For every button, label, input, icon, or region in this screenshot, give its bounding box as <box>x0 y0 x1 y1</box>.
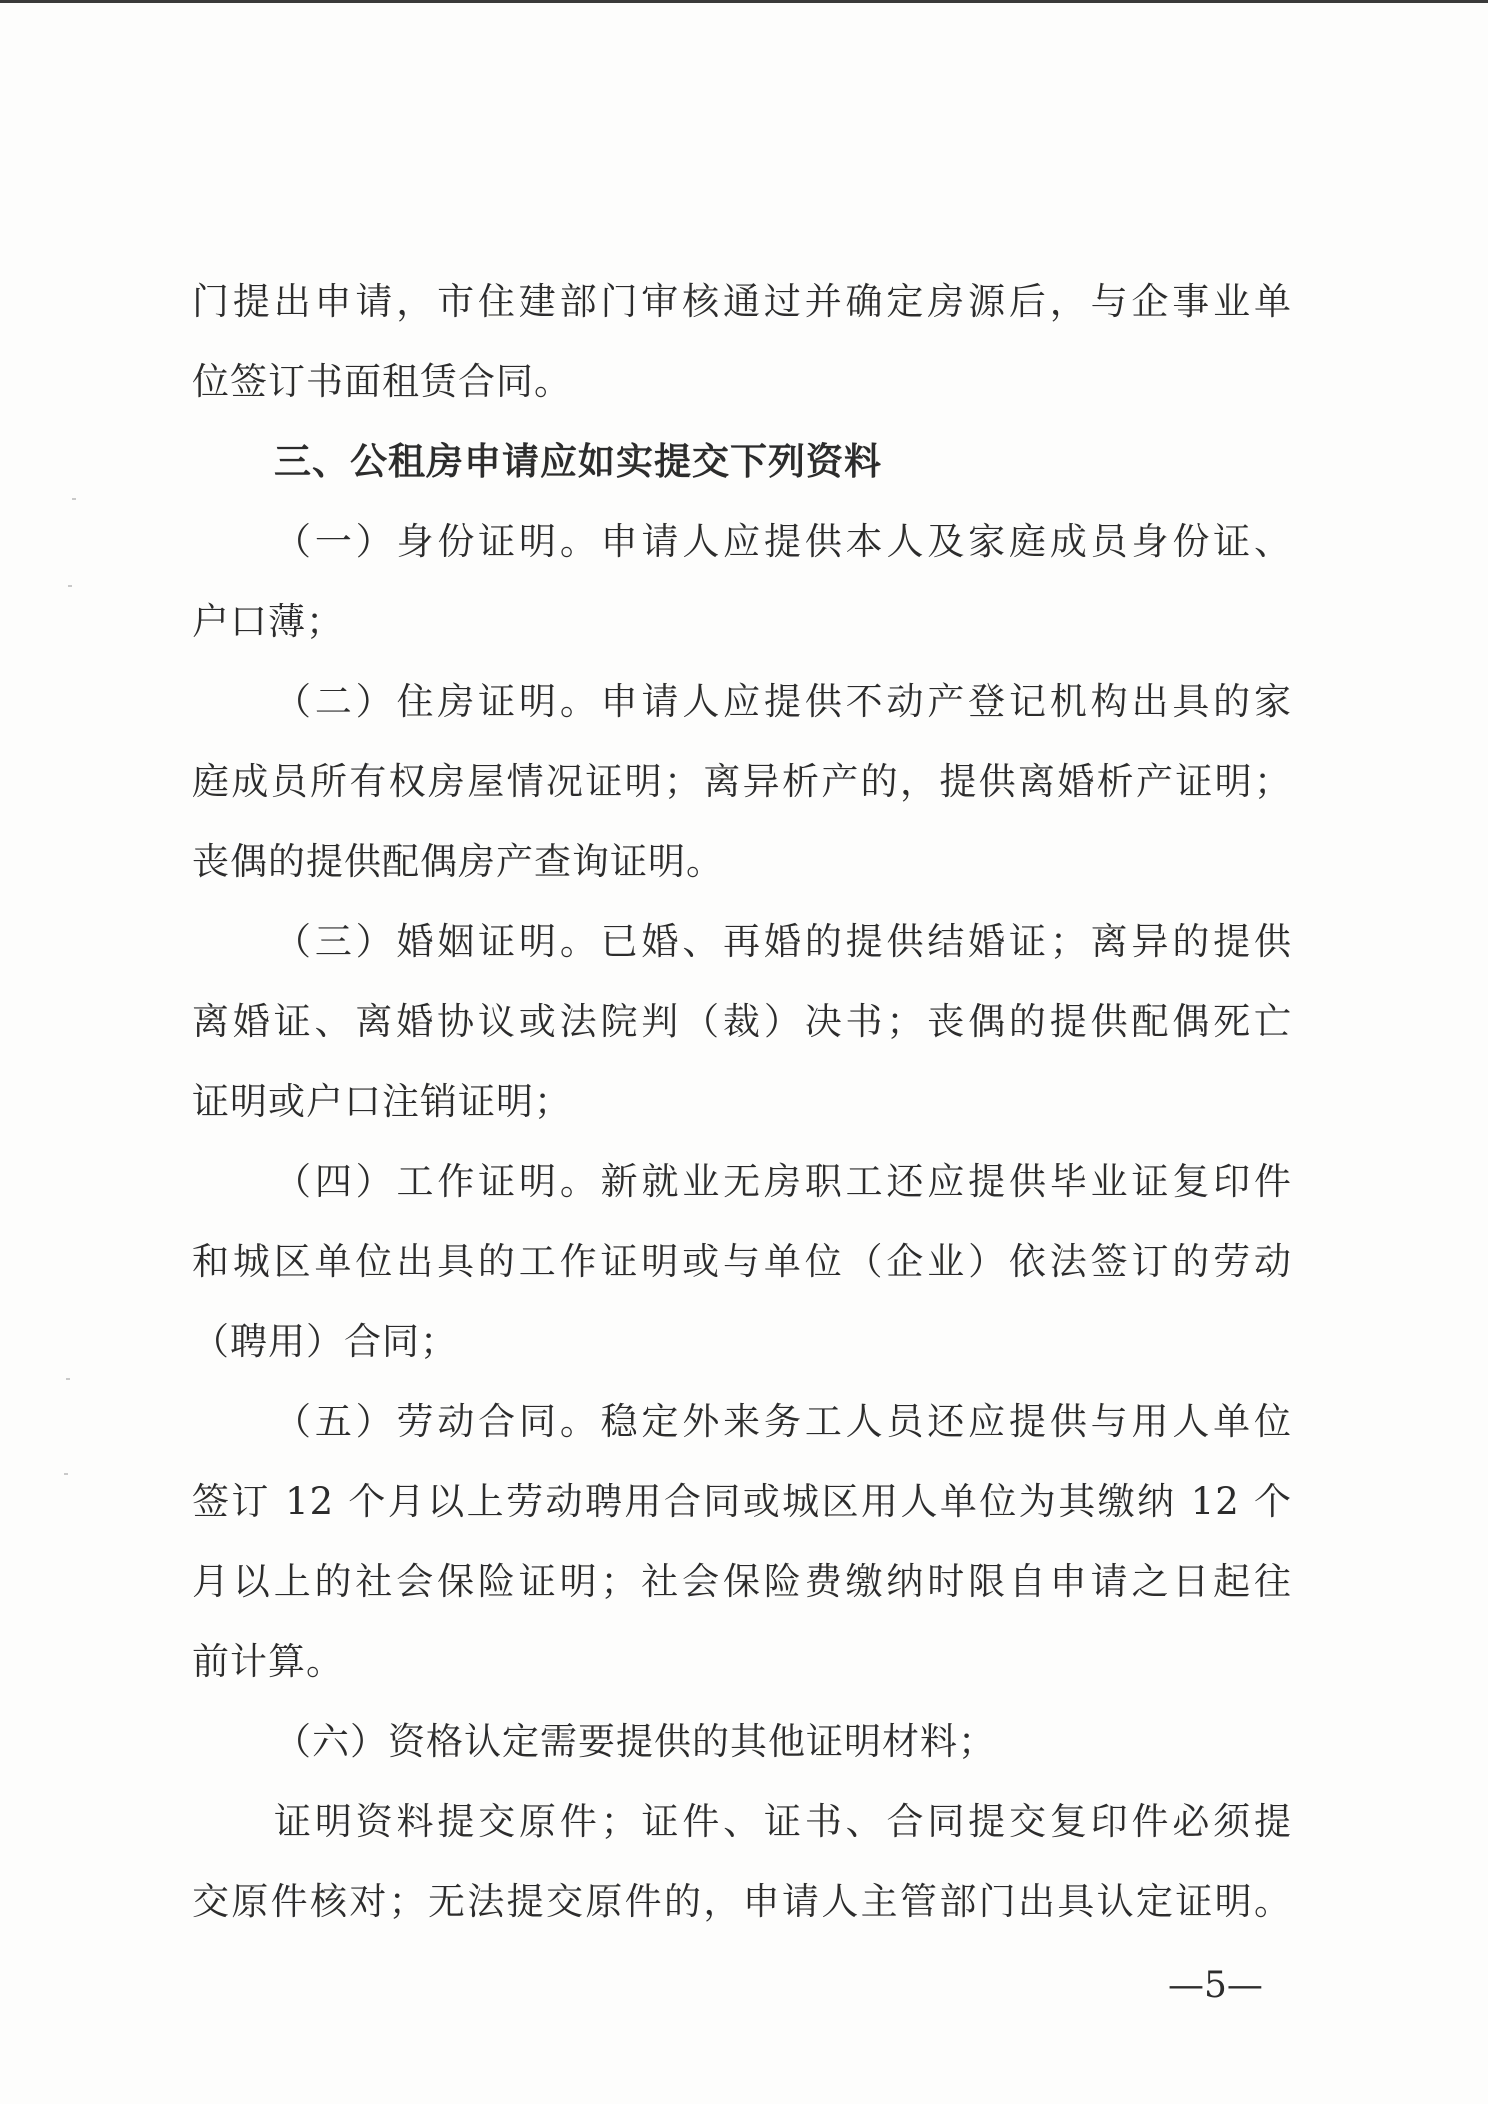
paragraph-line: 离婚证、离婚协议或法院判（裁）决书；丧偶的提供配偶死亡 <box>192 1000 1292 1043</box>
paragraph-line: 门提出申请，市住建部门审核通过并确定房源后，与企事业单 <box>192 280 1292 323</box>
paragraph-line: 庭成员所有权房屋情况证明；离异析产的，提供离婚析产证明； <box>192 760 1292 803</box>
scan-speck <box>66 1378 70 1380</box>
paragraph-line: 位签订书面租赁合同。 <box>192 360 572 403</box>
scan-top-edge <box>0 0 1488 3</box>
scan-speck <box>64 1473 68 1475</box>
paragraph-line: （聘用）合同； <box>192 1320 458 1363</box>
paragraph-line: 交原件核对；无法提交原件的，申请人主管部门出具认定证明。 <box>192 1880 1292 1923</box>
paragraph-line: （三）婚姻证明。已婚、再婚的提供结婚证；离异的提供 <box>274 920 1292 963</box>
paragraph-line: 证明资料提交原件；证件、证书、合同提交复印件必须提 <box>274 1800 1292 1843</box>
body-text <box>192 262 1292 1942</box>
paragraph-line: 证明或户口注销证明； <box>192 1080 572 1123</box>
paragraph-line: （一）身份证明。申请人应提供本人及家庭成员身份证、 <box>274 520 1292 563</box>
paragraph-line: 和城区单位出具的工作证明或与单位（企业）依法签订的劳动 <box>192 1240 1292 1283</box>
scan-speck <box>72 498 76 500</box>
paragraph-line: （四）工作证明。新就业无房职工还应提供毕业证复印件 <box>274 1160 1292 1203</box>
paragraph-line: （五）劳动合同。稳定外来务工人员还应提供与用人单位 <box>274 1400 1292 1443</box>
paragraph-line: 丧偶的提供配偶房产查询证明。 <box>192 840 724 883</box>
page-number: —5— <box>1168 1965 1263 2006</box>
paragraph-line: 户口薄； <box>192 600 344 643</box>
section-heading: 三、公租房申请应如实提交下列资料 <box>274 440 882 483</box>
scan-speck <box>68 585 72 587</box>
paragraph-line: （六）资格认定需要提供的其他证明材料； <box>274 1720 996 1763</box>
paragraph-line: 月以上的社会保险证明；社会保险费缴纳时限自申请之日起往 <box>192 1560 1292 1603</box>
paragraph-line: 签订 12 个月以上劳动聘用合同或城区用人单位为其缴纳 12 个 <box>192 1480 1292 1523</box>
paragraph-line: 前计算。 <box>192 1640 344 1683</box>
paragraph-line: （二）住房证明。申请人应提供不动产登记机构出具的家 <box>274 680 1292 723</box>
